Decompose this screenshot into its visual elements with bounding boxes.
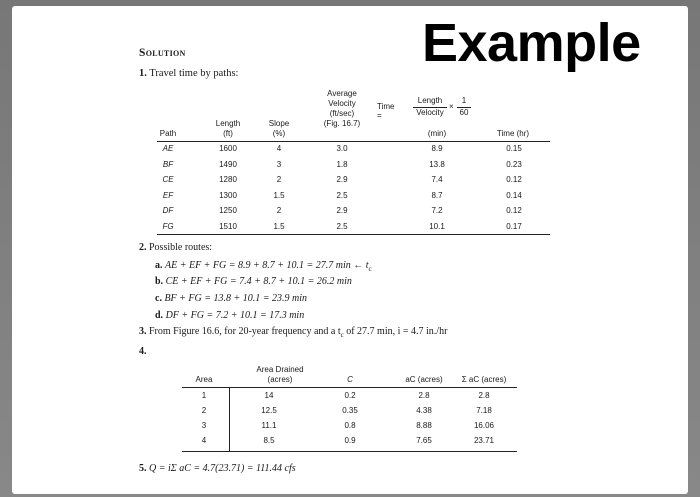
header-path: Path [159,129,177,138]
header-length-line2: (ft) [223,129,233,138]
header-length-line1: Length [215,119,241,128]
cell-path: BF [162,159,174,169]
example-title: Example [422,13,641,73]
cell-length: 1600 [219,144,237,153]
route-c-expr: BF + FG = 13.8 + 10.1 = 23.9 min [164,293,307,304]
cell-slope: 2 [276,175,282,184]
header-c [332,375,368,385]
cell-length: 1510 [219,221,237,231]
header-sum-ac: Σ aC (acres) [461,375,507,384]
step-3-sub: c [340,331,344,339]
cell-area: 4 [201,436,207,445]
header-drained-line2: (acres) [267,375,293,384]
cell-length: 1250 [219,206,237,215]
route-b-expr: CE + EF + FG = 7.4 + 8.7 + 10.1 = 26.2 min [165,276,352,287]
cell-drained: 8.5 [263,436,275,445]
route-a [155,260,372,273]
solution-heading: Solution [139,47,186,59]
cell-velocity: 2.5 [336,190,348,200]
cell-path: FG [162,221,174,231]
formula-num-1: 1 [461,96,467,105]
area-table [182,360,517,454]
cell-length: 1280 [219,175,237,184]
cell-sum-ac: 2.8 [478,391,490,400]
cell-c: 0.2 [344,391,356,400]
cell-time-min: 13.8 [429,159,445,169]
cell-path: DF [162,206,174,215]
cell-velocity: 2.9 [336,175,348,184]
cell-drained: 12.5 [261,406,277,415]
route-c [155,293,307,304]
formula-times: × [449,102,454,111]
cell-time-min: 8.9 [431,144,443,153]
step-5-text: Q = iΣ aC = 4.7(23.71) = 111.44 cfs [149,463,296,474]
cell-slope: 1.5 [273,221,285,231]
cell-slope: 1.5 [273,190,285,200]
step-2-number: 2. [139,242,147,253]
header-rule [157,141,550,142]
cell-time-hr: 0.12 [506,175,522,184]
cell-velocity: 2.9 [336,206,348,215]
header-ac: aC (acres) [405,375,443,384]
header-time-hr: Time (hr) [496,129,530,138]
cell-slope: 4 [276,144,282,153]
cell-drained: 11.1 [261,421,277,430]
cell-time-hr: 0.23 [506,159,522,169]
step-5-number: 5. [139,463,147,474]
route-a-label: a. [155,260,163,271]
document-page [12,6,688,494]
header-area-drained [242,365,318,385]
step-2 [139,242,212,253]
header-area: Area [195,375,213,384]
route-d-label: d. [155,310,164,321]
cell-area: 2 [201,406,207,415]
cell-c: 0.9 [344,436,356,445]
formula-den-velocity: Velocity [416,108,444,117]
route-b [155,276,352,287]
cell-time-hr: 0.17 [506,221,522,231]
header-slope [257,119,301,139]
step-4-number: 4. [139,346,147,357]
route-b-label: b. [155,276,164,287]
step-1 [139,68,238,79]
cell-time-hr: 0.15 [506,144,522,153]
header-velocity-line2: Velocity [328,99,356,108]
cell-ac: 2.8 [418,391,430,400]
cell-velocity: 1.8 [336,159,348,169]
header-time-min: (min) [427,129,447,138]
header-rule-2 [182,387,517,388]
cell-c: 0.35 [342,406,358,415]
cell-drained: 14 [264,391,274,400]
cell-velocity: 2.5 [336,221,348,231]
header-velocity-line4: (Fig. 16.7) [323,119,361,128]
cell-time-min: 8.7 [431,190,443,200]
cell-path: AE [162,144,174,153]
cell-ac: 8.88 [416,421,432,430]
route-c-label: c. [155,293,162,304]
step-2-text: Possible routes: [149,242,213,253]
cell-ac: 4.38 [416,406,432,415]
step-1-number: 1. [139,68,147,79]
route-d [155,310,304,321]
step-3-number: 3. [139,326,147,337]
cell-area: 1 [201,391,207,400]
cell-time-min: 10.1 [429,221,445,231]
cell-length: 1300 [219,190,237,200]
route-a-sub: c [368,265,372,273]
header-velocity [307,89,377,129]
formula-num-length: Length [417,96,443,105]
cell-area: 3 [201,421,207,430]
step-1-text: Travel time by paths: [149,68,239,79]
cell-time-min: 7.2 [431,206,443,215]
cell-c: 0.8 [344,421,356,430]
cell-sum-ac: 7.18 [476,406,492,415]
step-3 [139,326,447,339]
cell-path: CE [162,175,174,184]
header-velocity-line1: Average [327,89,357,98]
header-slope-line1: Slope [268,119,290,128]
formula-den-60: 60 [459,108,469,117]
header-drained-line1: Area Drained [256,365,304,374]
cell-length: 1490 [219,159,237,169]
step-3-text-a: From Figure 16.6, for 20-year frequency and a t [149,326,341,337]
step-5 [139,463,296,474]
route-d-expr: DF + FG = 7.2 + 10.1 = 17.3 min [165,310,305,321]
cell-velocity: 3.0 [336,144,348,153]
cell-time-hr: 0.12 [506,206,522,215]
cell-slope: 3 [276,159,282,169]
cell-sum-ac: 16.06 [473,421,495,430]
cell-time-hr: 0.14 [506,190,522,200]
header-slope-line2: (%) [272,129,286,138]
cell-time-min: 7.4 [431,175,443,184]
header-velocity-line3: (ft/sec) [329,109,355,118]
cell-slope: 2 [276,206,282,215]
header-c-text: C [347,375,353,384]
step-3-text-b: of 27.7 min, i = 4.7 in./hr [343,326,448,337]
cell-sum-ac: 23.71 [473,436,495,445]
table-bottom-rule [157,234,550,235]
formula-lhs: Time = [377,102,395,120]
header-length [203,119,253,139]
route-a-expr: AE + EF + FG = 8.9 + 8.7 + 10.1 = 27.7 min ← t [165,260,369,271]
column-divider [229,387,230,451]
travel-time-table [157,86,550,236]
table-bottom-rule-2 [182,451,517,452]
cell-ac: 7.65 [416,436,432,445]
cell-path: EF [162,190,174,200]
